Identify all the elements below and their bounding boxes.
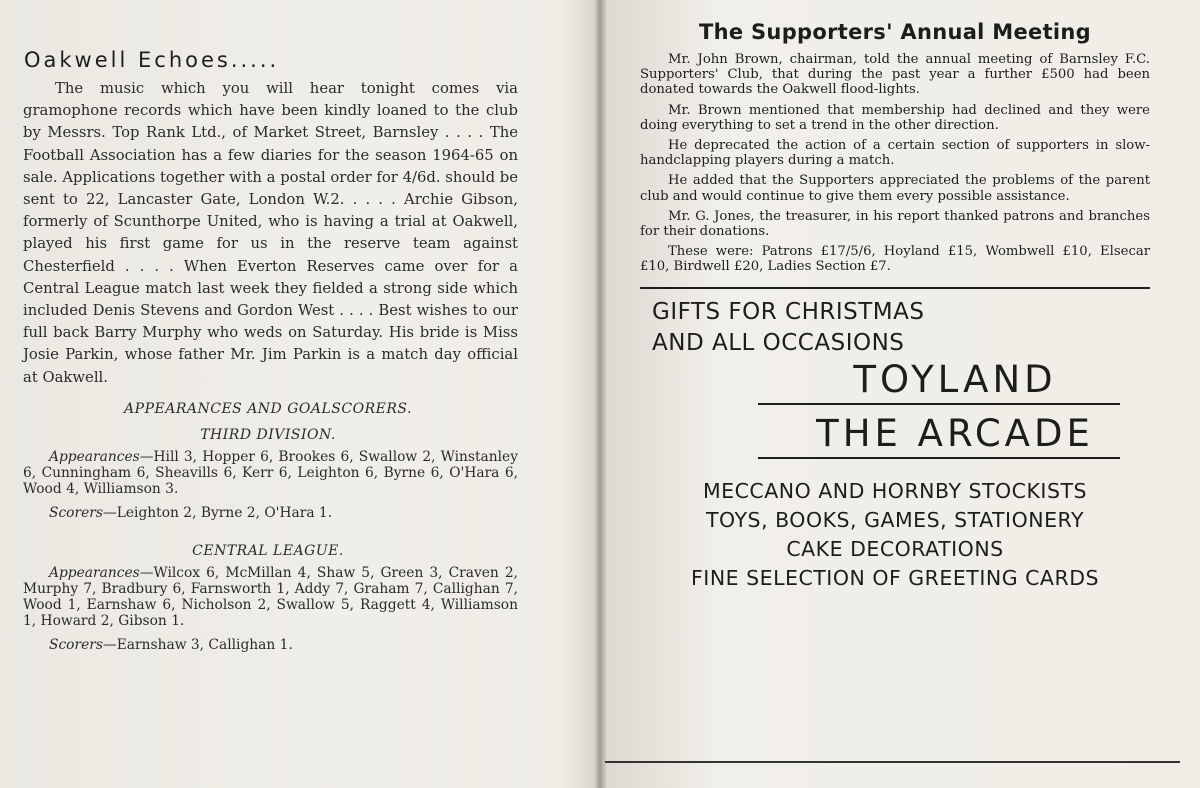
central-league-heading: CENTRAL LEAGUE.: [192, 542, 344, 559]
central-league-appearances: [23, 565, 518, 629]
advert-tagline-1: GIFTS FOR CHRISTMAS: [652, 298, 925, 325]
oakwell-echoes-body: The music which you will hear tonight comes via gramophone records which have been kindly loaned to the club by Messrs. Top Rank Ltd., of Market Street, Barnsley . . . . The Football Association has a few diaries for the season 1964-65 on sale. Applications together with a postal order for 4/6d. should be sent to 22, Lancaster Gate, London W.2. . . . . Archie Gibson, formerly of Scunthorpe United, who is having a trial at Oakwell, played his first game for us in the reserve team against Chesterfield . . . . When Everton Reserves came over for a Central League match last week they fielded a strong side which included Denis Stevens and Gordon West . . . . Best wishes to our full back Barry Murphy who weds on Saturday. His bride is Miss Josie Parkin, whose father Mr. Jim Parkin is a match day official at Oakwell.: [23, 80, 518, 386]
advert-shop-name: TOYLAND: [853, 357, 1057, 401]
scorers-label: Scorers: [49, 636, 103, 653]
advert-rule-bottom-wrap: [758, 457, 1120, 459]
toyland-advert: [640, 297, 1150, 593]
appearances-label: Appearances: [49, 448, 140, 465]
third-division-scorers: [23, 505, 518, 521]
advert-rule: [758, 457, 1120, 459]
advert-list: [640, 477, 1150, 593]
page-bottom-rule: [605, 761, 1180, 763]
advert-line: MECCANO AND HORNBY STOCKISTS: [702, 478, 1088, 503]
appearances-list: —Hill 3, Hopper 6, Brookes 6, Swallow 2, Winstanley 6, Cunningham 6, Sheavills 6, Kerr 6, Leighton 6, Byrne 6, O'Hara 6, Wood 4, Williamson 3.: [23, 448, 518, 497]
scorers-list: —Leighton 2, Byrne 2, O'Hara 1.: [102, 504, 333, 521]
meeting-paragraph: Mr. Brown mentioned that membership had declined and they were doing everything to set a trend in the other direction.: [640, 102, 1150, 133]
advert-line: CAKE DECORATIONS: [786, 536, 1004, 561]
oakwell-echoes-title: Oakwell Echoes.....: [24, 48, 280, 72]
meeting-paragraph: He deprecated the action of a certain section of supporters in slow-handclapping players during a match.: [640, 138, 1150, 169]
third-division-heading: THIRD DIVISION.: [200, 426, 336, 443]
meeting-paragraph: These were: Patrons £17/5/6, Hoyland £15, Wombwell £10, Elsecar £10, Birdwell £20, Ladies Section £7.: [640, 244, 1150, 275]
appearances-heading: APPEARANCES AND GOALSCORERS.: [124, 400, 412, 417]
advert-rule-top-wrap: [758, 403, 1120, 405]
advert-line: TOYS, BOOKS, GAMES, STATIONERY: [706, 507, 1084, 532]
right-page: [640, 18, 1150, 778]
advert-shop-location: THE ARCADE: [816, 411, 1094, 455]
advert-tagline-2: AND ALL OCCASIONS: [652, 329, 905, 356]
third-division-appearances: [23, 449, 518, 497]
meeting-paragraph: Mr. G. Jones, the treasurer, in his report thanked patrons and branches for their donations.: [640, 208, 1150, 240]
section-divider: [640, 287, 1150, 289]
appearances-label: Appearances: [49, 564, 140, 581]
advert-rule: [758, 403, 1120, 405]
appearances-section: [18, 401, 518, 653]
scorers-list: —Earnshaw 3, Callighan 1.: [102, 636, 293, 653]
central-league-scorers: [23, 637, 518, 653]
advert-line: FINE SELECTION OF GREETING CARDS: [690, 565, 1099, 590]
appearances-list: —Wilcox 6, McMillan 4, Shaw 5, Green 3, Craven 2, Murphy 7, Bradbury 6, Farnsworth 1, Addy 7, Graham 7, Callighan 7, Wood 1, Earnshaw 6, Nicholson 2, Swallow 5, Raggett 4, Williamson 1, Howard 2, Gibson 1.: [23, 564, 518, 629]
left-page: [18, 28, 518, 768]
meeting-title: The Supporters' Annual Meeting: [698, 20, 1091, 44]
meeting-paragraph: He added that the Supporters appreciated the problems of the parent club and would continue to give them every possible assistance.: [640, 173, 1150, 204]
meeting-paragraph: Mr. John Brown, chairman, told the annual meeting of Barnsley F.C. Supporters' Club, that during the past year a further £500 had been donated towards the Oakwell flood-lights.: [640, 52, 1150, 98]
scorers-label: Scorers: [49, 504, 103, 521]
